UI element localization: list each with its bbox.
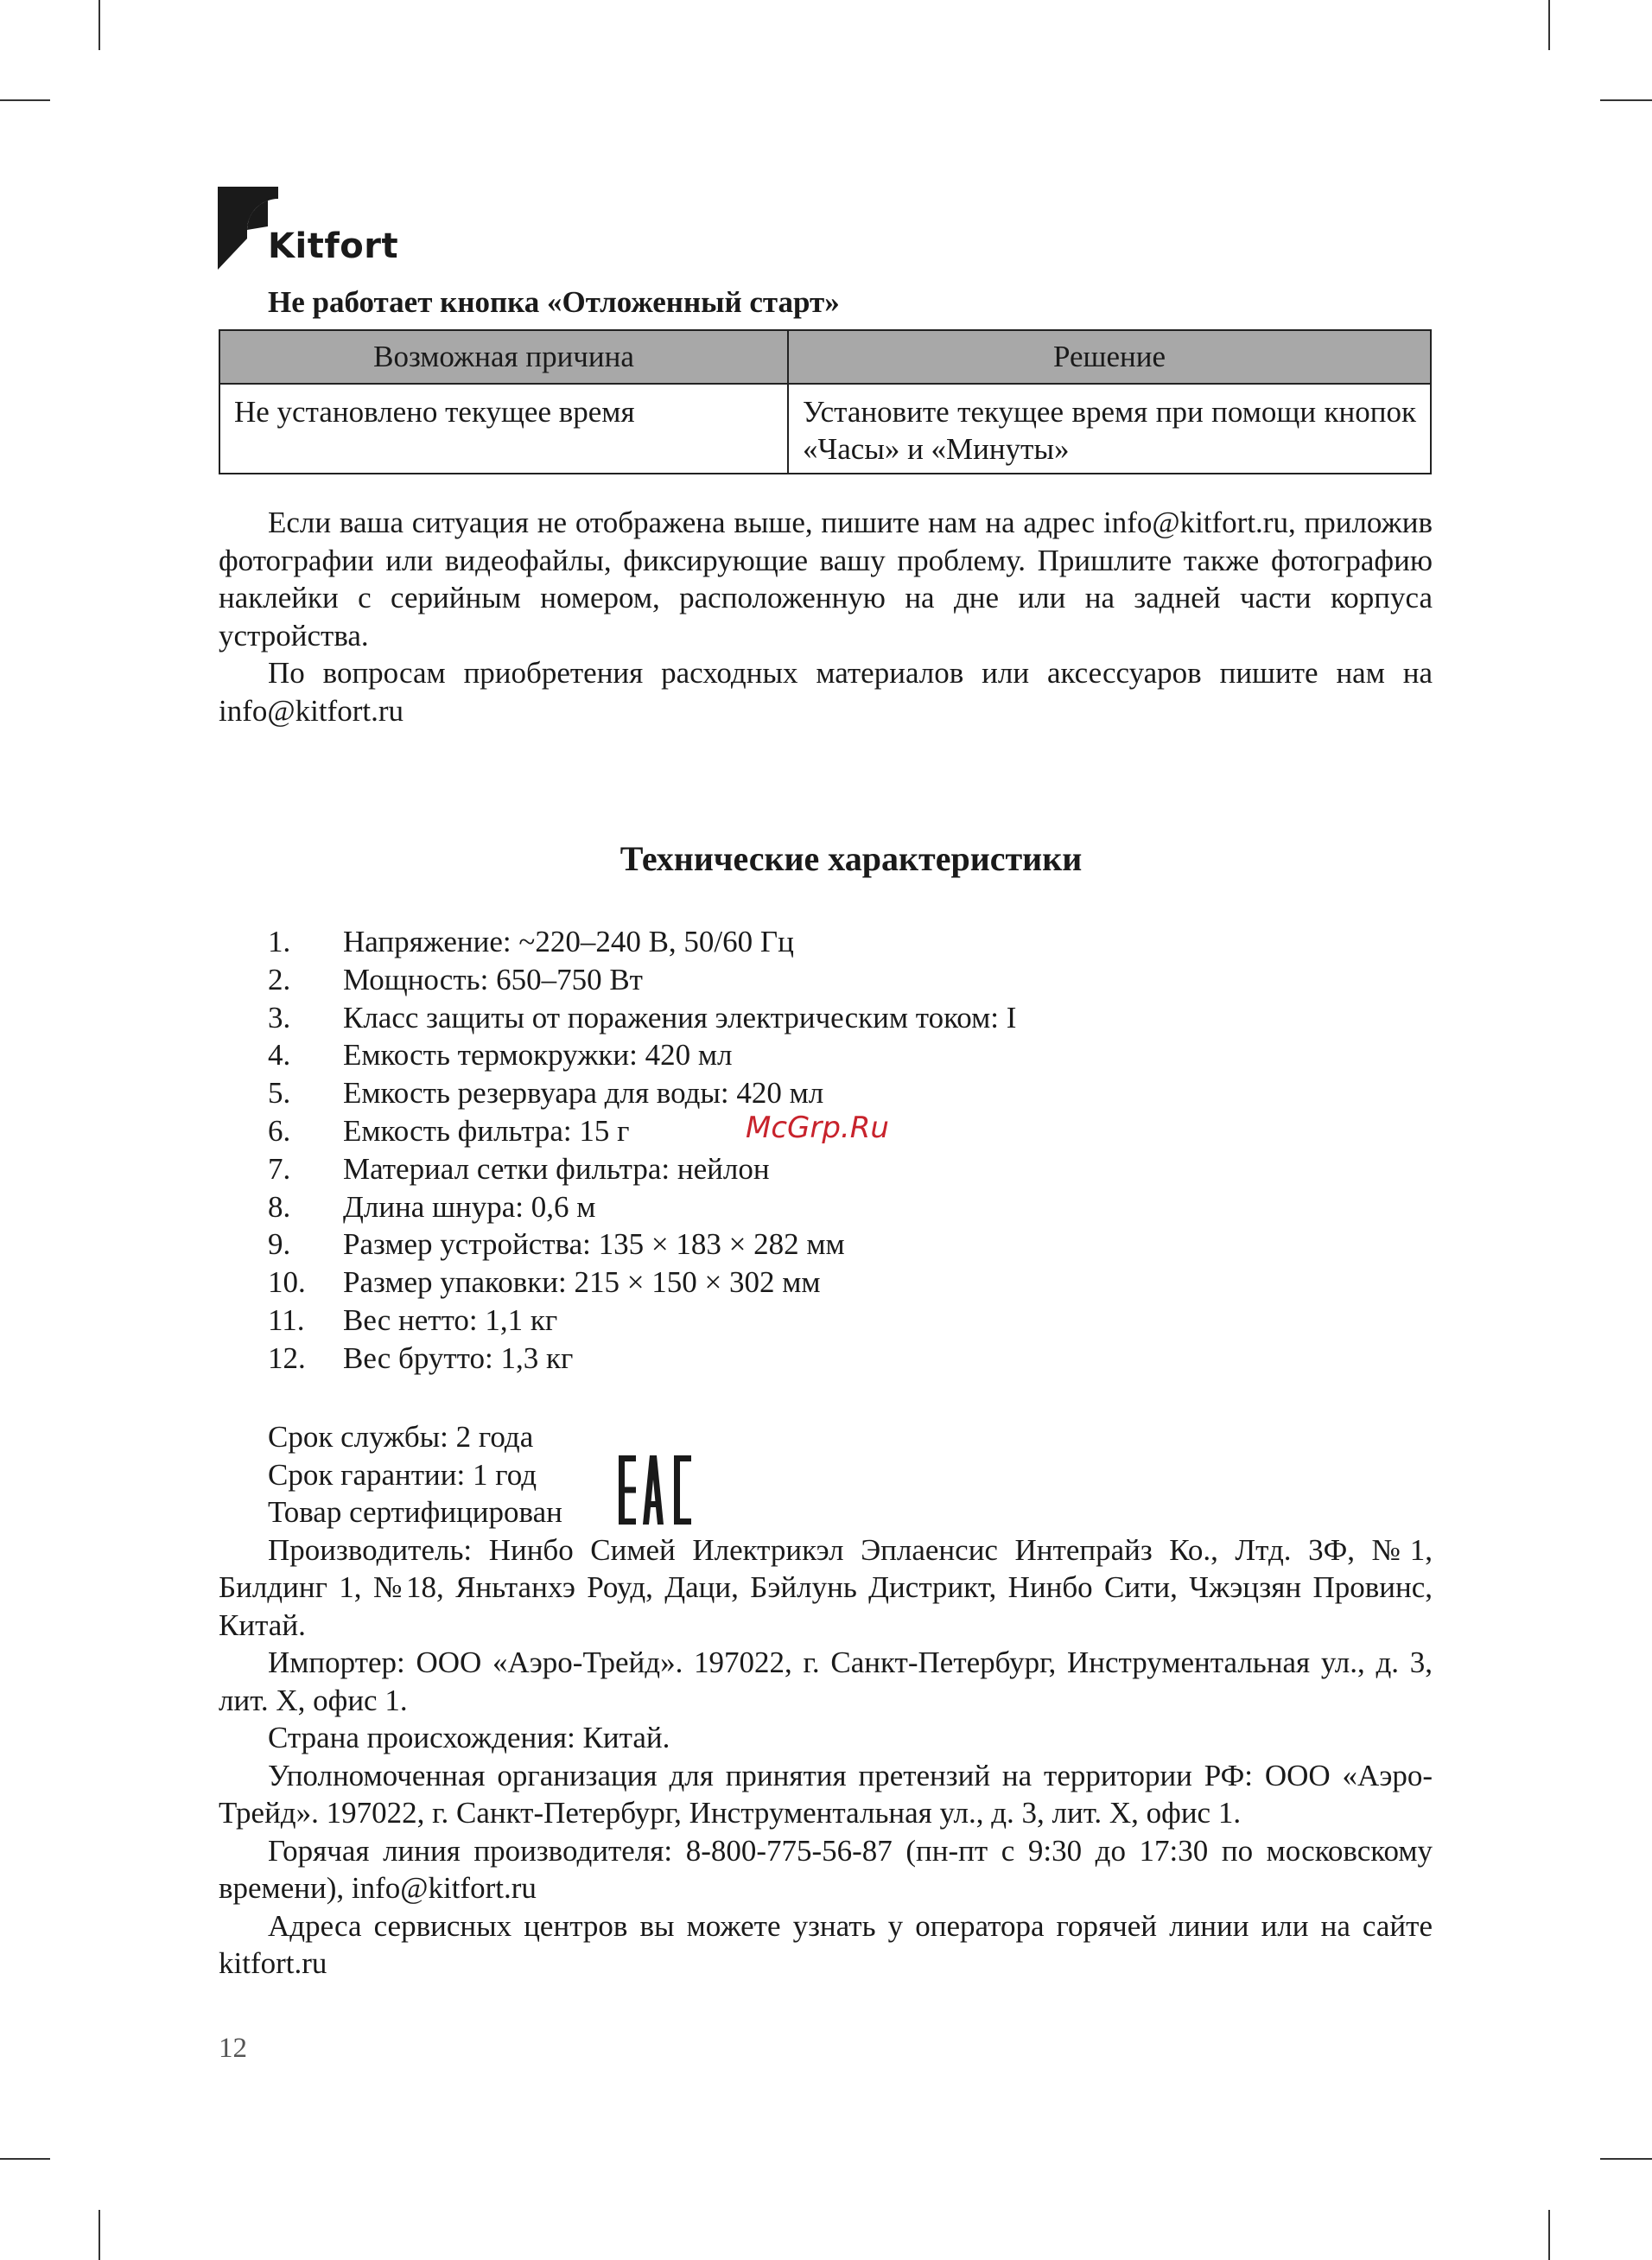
info-text: [219, 1418, 1433, 1983]
hotline: Горячая линия производителя: 8-800-775-56-87 (пн-пт с 9:30 до 17:30 по московскому времени), info@kitfort.ru: [219, 1833, 1433, 1905]
list-item: 12. Вес брутто: 1,3 кг: [268, 1340, 574, 1375]
authorized-organization: Уполномоченная организация для принятия претензий на территории РФ: ООО «Аэро-Трейд». 197022, г. Санкт-Петербург, Инструментальная ул., д. 3, лит. Х, офис 1.: [219, 1758, 1433, 1830]
list-item: 1. Напряжение: ~220–240 В, 50/60 Гц: [268, 925, 794, 958]
crop-mark: [1548, 2210, 1550, 2260]
service-life: Срок службы: 2 года: [268, 1420, 534, 1454]
table-row: [219, 384, 1431, 474]
list-item: 11. Вес нетто: 1,1 кг: [268, 1302, 558, 1337]
contact-paragraph: Если ваша ситуация не отображена выше, пишите нам на адрес info@kitfort.ru, приложив фотографии или видеофайлы, фиксирующие вашу проблему. Пришлите также фотографию наклейки с серийным номером, расположенную на дне или на задней части корпуса устройства.: [219, 506, 1433, 653]
troubleshooting-table: [219, 329, 1432, 474]
crop-mark: [0, 99, 50, 101]
certified: Товар сертифицирован: [268, 1495, 562, 1529]
table-header-row: [219, 330, 1431, 384]
crop-mark: [1600, 2158, 1652, 2160]
list-item: 8. Длина шнура: 0,6 м: [268, 1189, 596, 1224]
specs-list: [268, 923, 1016, 1378]
eac-icon: [619, 1455, 691, 1525]
crop-mark: [1548, 0, 1550, 50]
list-item: 10. Размер упаковки: 215 × 150 × 302 мм: [268, 1265, 821, 1300]
importer: Импортер: ООО «Аэро-Трейд». 197022, г. Санкт-Петербург, Инструментальная ул., д. 3, лит. Х, офис 1.: [219, 1646, 1433, 1717]
crop-mark: [1600, 99, 1652, 101]
cause-cell: Не установлено текущее время: [219, 384, 788, 474]
list-item: 3. Класс защиты от поражения электрическим током: I: [268, 1000, 1017, 1035]
warranty: Срок гарантии: 1 год: [268, 1457, 537, 1492]
manufacturer: Производитель: Нинбо Симей Илектрикэл Эплаенсис Интепрайз Ко., Лтд. 3Ф, №1, Билдинг 1, №18, Яньтанхэ Роуд, Даци, Бэйлунь Дистрикт, Нинбо Сити, Чжэцзян Провинс, Китай.: [219, 1532, 1433, 1642]
crop-mark: [98, 0, 100, 50]
list-item: 7. Материал сетки фильтра: нейлон: [268, 1151, 770, 1186]
crop-mark: [98, 2210, 100, 2260]
column-header-solution: Решение: [788, 330, 1431, 384]
service-centers: Адреса сервисных центров вы можете узнать у оператора горячей линии или на сайте kitfort.ru: [219, 1908, 1433, 1980]
column-header-cause: Возможная причина: [219, 330, 788, 384]
contact-paragraph: По вопросам приобретения расходных материалов или аксессуаров пишите нам на info@kitfort.ru: [219, 656, 1433, 728]
origin-country: Страна происхождения: Китай.: [268, 1721, 670, 1754]
contact-text: [219, 504, 1433, 729]
list-item: 5. Емкость резервуара для воды: 420 мл: [268, 1076, 824, 1111]
specs-title: Технические характеристики: [620, 839, 1083, 878]
page-number: 12: [219, 2033, 247, 2064]
section-title: Не работает кнопка «Отложенный старт»: [268, 285, 840, 319]
list-item: 6. Емкость фильтра: 15 г: [268, 1113, 630, 1148]
watermark: McGrp.Ru: [746, 1111, 889, 1145]
solution-cell: Установите текущее время при помощи кнопок «Часы» и «Минуты»: [788, 384, 1431, 474]
crop-mark: [0, 2158, 50, 2160]
list-item: 9. Размер устройства: 135 × 183 × 282 мм: [268, 1227, 845, 1262]
list-item: 4. Емкость термокружки: 420 мл: [268, 1038, 733, 1073]
brand-name: Kitfort: [268, 226, 399, 266]
list-item: 2. Мощность: 650–750 Вт: [268, 962, 643, 996]
